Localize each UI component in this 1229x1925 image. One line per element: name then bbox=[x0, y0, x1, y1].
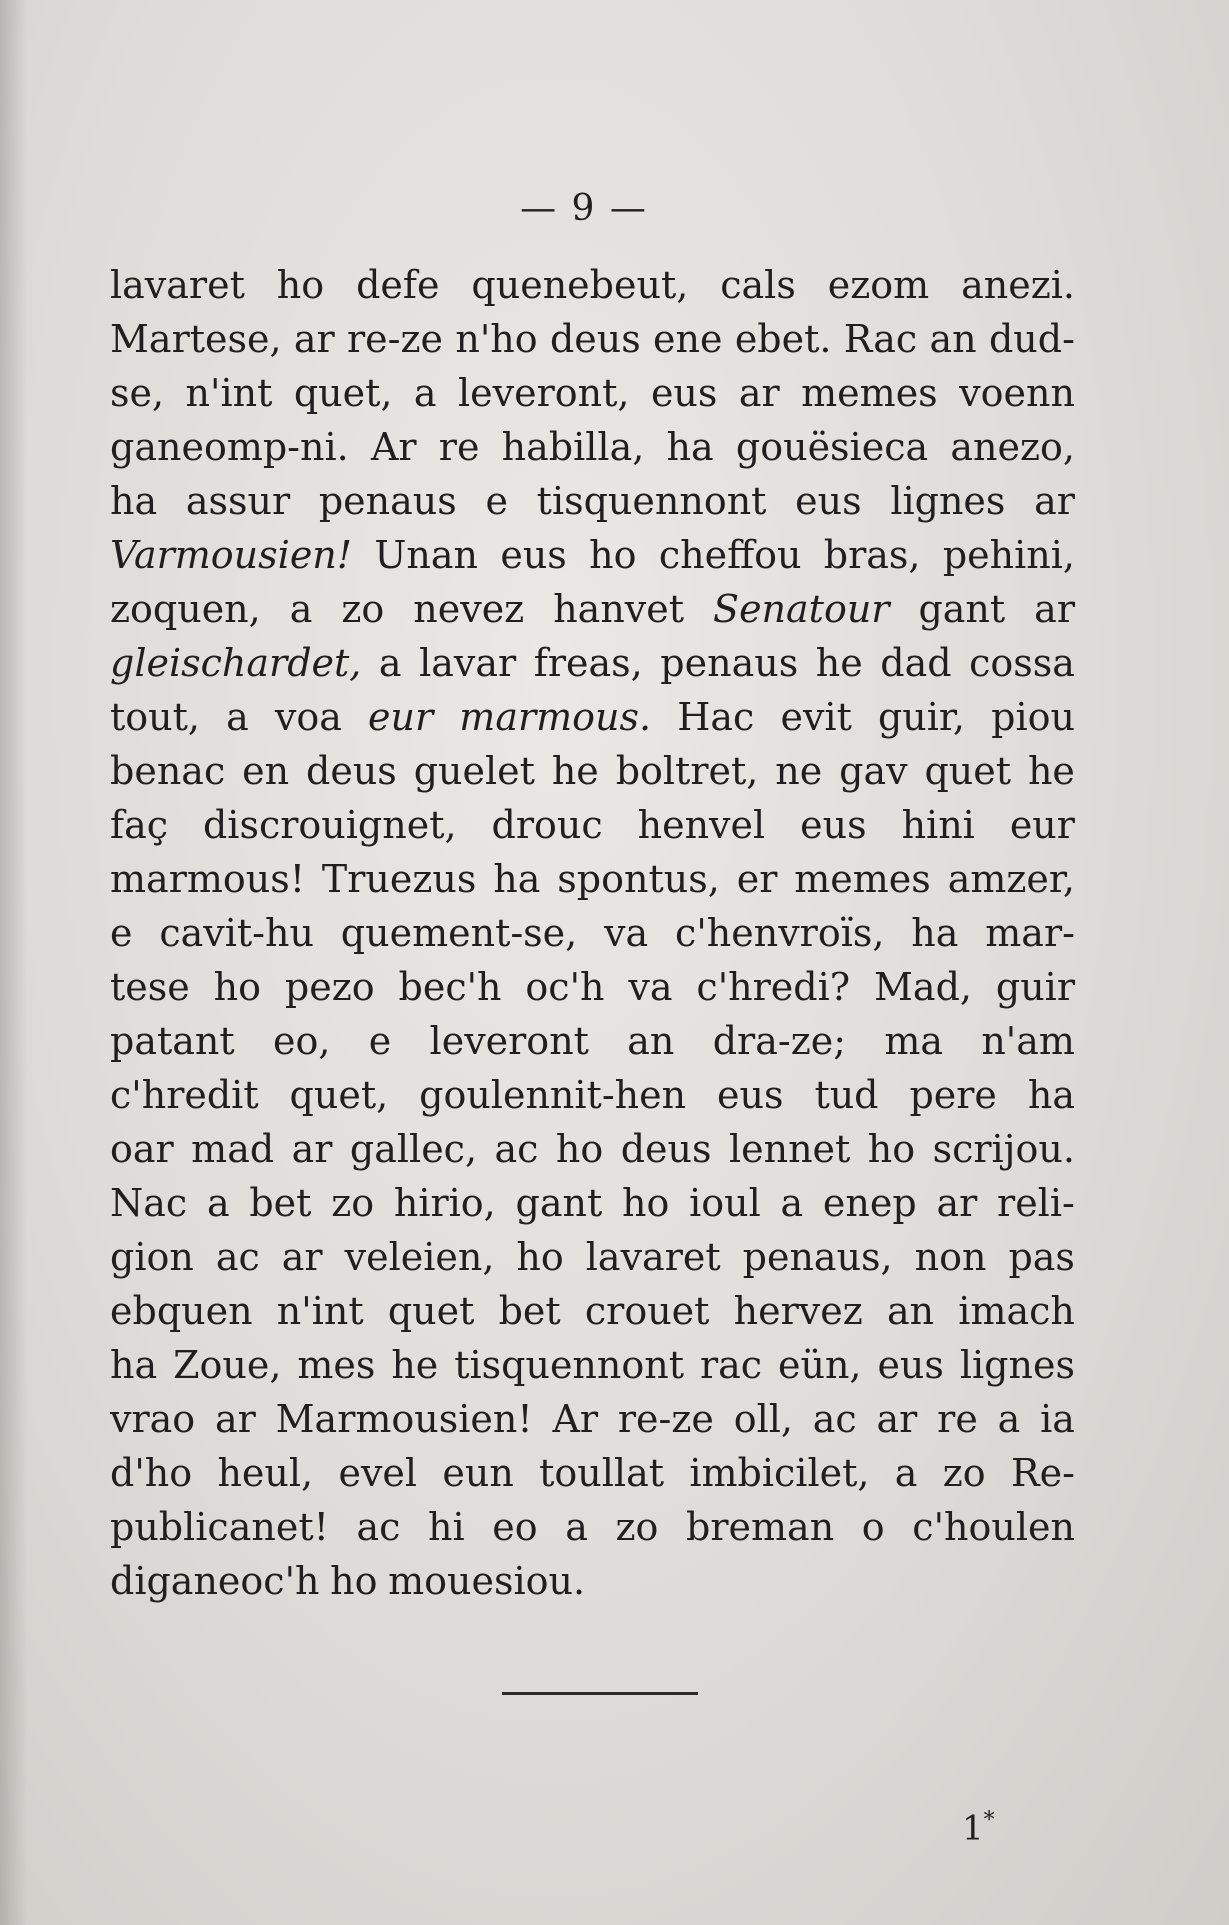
word: vrao bbox=[110, 1397, 196, 1441]
word: drouc bbox=[491, 803, 603, 847]
word: marmous. bbox=[459, 695, 652, 739]
word: ne bbox=[775, 749, 823, 793]
text-line bbox=[110, 474, 1075, 528]
word: bras, bbox=[823, 533, 921, 577]
word: n'int bbox=[276, 1289, 364, 1333]
word: ho bbox=[213, 965, 261, 1009]
word: leveront bbox=[429, 1019, 589, 1063]
word: veleien, bbox=[344, 1235, 495, 1279]
word: ar bbox=[738, 371, 780, 415]
word: lennet bbox=[728, 1127, 851, 1171]
word: ar bbox=[281, 1235, 323, 1279]
word: bet bbox=[498, 1289, 561, 1333]
word: ho bbox=[555, 1127, 604, 1171]
word: ac bbox=[356, 1505, 401, 1549]
word: gouësieca bbox=[735, 425, 929, 469]
word: ho bbox=[867, 1127, 916, 1171]
word: ioul bbox=[689, 1181, 761, 1225]
text-line bbox=[110, 1392, 1075, 1446]
word: n'am bbox=[981, 1019, 1075, 1063]
word: tisquennont bbox=[454, 1343, 684, 1387]
word: eo, bbox=[272, 1019, 331, 1063]
word: boltret, bbox=[615, 749, 759, 793]
body-text bbox=[110, 258, 1075, 1608]
text-line bbox=[110, 906, 1075, 960]
word: hini bbox=[901, 803, 975, 847]
word: patant bbox=[110, 1019, 235, 1063]
word: er bbox=[736, 857, 778, 901]
word: leveront, bbox=[458, 371, 630, 415]
text-line bbox=[110, 960, 1075, 1014]
text-line bbox=[110, 1176, 1075, 1230]
word: Marmousien! bbox=[275, 1397, 533, 1441]
word: ar bbox=[214, 1397, 256, 1441]
word: quet, bbox=[293, 371, 393, 415]
word: a bbox=[894, 1451, 918, 1495]
word: eün, bbox=[777, 1343, 862, 1387]
word: Hac bbox=[677, 695, 755, 739]
word: c'houlen bbox=[912, 1505, 1075, 1549]
word: rac bbox=[699, 1343, 763, 1387]
word: eun bbox=[442, 1451, 514, 1495]
word: ha bbox=[110, 1343, 158, 1387]
word: a bbox=[413, 371, 437, 415]
word: benac bbox=[110, 749, 226, 793]
word: assur bbox=[185, 479, 291, 523]
word: toullat bbox=[539, 1451, 665, 1495]
word: gav bbox=[839, 749, 908, 793]
word: non bbox=[914, 1235, 987, 1279]
text-line bbox=[110, 1122, 1075, 1176]
word: mouesiou. bbox=[388, 1559, 586, 1603]
word: hanvet bbox=[553, 587, 685, 631]
word: Mad, bbox=[874, 965, 972, 1009]
word: a bbox=[565, 1505, 588, 1549]
word: quet, bbox=[289, 1073, 389, 1117]
word: bec'h bbox=[398, 965, 502, 1009]
word: deus bbox=[549, 317, 641, 361]
word: Rac bbox=[843, 317, 918, 361]
word: oc'h bbox=[525, 965, 605, 1009]
word: Varmousien! bbox=[110, 533, 353, 577]
word: voenn bbox=[959, 371, 1075, 415]
text-line bbox=[110, 798, 1075, 852]
word: memes bbox=[801, 371, 938, 415]
word: tese bbox=[110, 965, 190, 1009]
word: va bbox=[604, 911, 649, 955]
word: ganeomp-ni. bbox=[110, 425, 349, 469]
word: ha bbox=[1027, 1073, 1075, 1117]
word: ho bbox=[589, 533, 637, 577]
word: bet bbox=[249, 1181, 312, 1225]
word: he bbox=[391, 1343, 439, 1387]
text-line bbox=[110, 744, 1075, 798]
text-line bbox=[110, 312, 1075, 366]
word: cheffou bbox=[658, 533, 802, 577]
word: Truezus bbox=[321, 857, 477, 901]
word: ar bbox=[1034, 587, 1075, 631]
word: zo bbox=[942, 1451, 986, 1495]
word: Ar bbox=[552, 1397, 599, 1441]
word: ebet. bbox=[734, 317, 832, 361]
word: he bbox=[551, 749, 599, 793]
word: an bbox=[929, 317, 977, 361]
end-rule bbox=[502, 1692, 698, 1695]
word: voa bbox=[274, 695, 342, 739]
word: marmous! bbox=[110, 857, 306, 901]
word: habilla, bbox=[501, 425, 645, 469]
word: he bbox=[1027, 749, 1075, 793]
word: gleischardet, bbox=[110, 641, 362, 685]
word: ebquen bbox=[110, 1289, 253, 1333]
text-line bbox=[110, 1284, 1075, 1338]
word: quet bbox=[387, 1289, 475, 1333]
word: mes bbox=[297, 1343, 376, 1387]
word: eo bbox=[492, 1505, 538, 1549]
word: deus bbox=[306, 749, 397, 793]
word: breman bbox=[686, 1505, 835, 1549]
word: se, bbox=[110, 371, 165, 415]
word: mar- bbox=[985, 911, 1075, 955]
word: enep bbox=[822, 1181, 917, 1225]
word: ha bbox=[493, 857, 541, 901]
text-line bbox=[110, 1446, 1075, 1500]
word: crouet bbox=[584, 1289, 710, 1333]
text-line bbox=[110, 582, 1075, 636]
word: ac bbox=[494, 1127, 539, 1171]
word: ene bbox=[653, 317, 723, 361]
word: a bbox=[780, 1181, 804, 1225]
word: reli- bbox=[997, 1181, 1075, 1225]
word: faç bbox=[110, 803, 169, 847]
word: ha bbox=[911, 911, 959, 955]
word: penaus bbox=[318, 479, 457, 523]
word: pere bbox=[909, 1073, 997, 1117]
word: quement-se, bbox=[340, 911, 578, 955]
word: dra-ze; bbox=[712, 1019, 846, 1063]
word: eur bbox=[1009, 803, 1075, 847]
word: oll, bbox=[733, 1397, 793, 1441]
word: deus bbox=[620, 1127, 712, 1171]
word: pas bbox=[1008, 1235, 1075, 1279]
word: re bbox=[438, 425, 480, 469]
text-line bbox=[110, 1338, 1075, 1392]
word: scrijou. bbox=[932, 1127, 1075, 1171]
word: quenebeut, bbox=[471, 263, 689, 307]
word: gallec, bbox=[349, 1127, 478, 1171]
word: tud bbox=[814, 1073, 879, 1117]
word: penaus, bbox=[742, 1235, 893, 1279]
word: Senatour bbox=[713, 587, 890, 631]
word: quet bbox=[924, 749, 1012, 793]
signature-mark bbox=[962, 1808, 995, 1848]
word: zo bbox=[615, 1505, 659, 1549]
word: c'hredi? bbox=[696, 965, 851, 1009]
word: pezo bbox=[284, 965, 375, 1009]
word: re-ze bbox=[347, 317, 444, 361]
word: discrouignet, bbox=[202, 803, 457, 847]
word: goulennit-hen bbox=[419, 1073, 687, 1117]
word: diganeoc'h bbox=[110, 1559, 320, 1603]
word: hirio, bbox=[393, 1181, 496, 1225]
word: a bbox=[206, 1181, 230, 1225]
word: heul, bbox=[217, 1451, 314, 1495]
word: Unan bbox=[374, 533, 479, 577]
word: a bbox=[289, 587, 313, 631]
word: cals bbox=[720, 263, 796, 307]
word: oar bbox=[110, 1127, 174, 1171]
word: eur bbox=[368, 695, 434, 739]
text-line bbox=[110, 636, 1075, 690]
word: eus bbox=[795, 479, 862, 523]
text-line bbox=[110, 1014, 1075, 1068]
word: Re- bbox=[1010, 1451, 1075, 1495]
word: spontus, bbox=[557, 857, 720, 901]
text-line bbox=[110, 528, 1075, 582]
word: ezom bbox=[827, 263, 930, 307]
word: re-ze bbox=[617, 1397, 714, 1441]
word: cavit-hu bbox=[159, 911, 314, 955]
word: ar bbox=[936, 1181, 978, 1225]
word: lignes bbox=[890, 479, 1006, 523]
word: Nac bbox=[110, 1181, 188, 1225]
text-line bbox=[110, 1068, 1075, 1122]
word: gion bbox=[110, 1235, 194, 1279]
word: Martese, bbox=[110, 317, 282, 361]
text-line bbox=[110, 258, 1075, 312]
text-line bbox=[110, 690, 1075, 744]
text-line bbox=[110, 1554, 1075, 1608]
word: publicanet! bbox=[110, 1505, 329, 1549]
word: imbicilet, bbox=[689, 1451, 870, 1495]
word: anezo, bbox=[950, 425, 1075, 469]
word: henvel bbox=[637, 803, 766, 847]
word: zoquen, bbox=[110, 587, 261, 631]
word: ar bbox=[291, 1127, 333, 1171]
word: ac bbox=[215, 1235, 260, 1279]
word: defe bbox=[356, 263, 440, 307]
word: nevez bbox=[413, 587, 525, 631]
word: evit bbox=[780, 695, 852, 739]
text-line bbox=[110, 1230, 1075, 1284]
word: eus bbox=[717, 1073, 784, 1117]
word: d'ho bbox=[110, 1451, 193, 1495]
word: e bbox=[485, 479, 508, 523]
word: lavaret bbox=[585, 1235, 721, 1279]
text-line bbox=[110, 852, 1075, 906]
word: cossa bbox=[969, 641, 1075, 685]
word: Ar bbox=[370, 425, 417, 469]
word: hervez bbox=[733, 1289, 863, 1333]
word: e bbox=[110, 911, 133, 955]
word: e bbox=[368, 1019, 392, 1063]
word: imach bbox=[958, 1289, 1075, 1333]
word: gant bbox=[515, 1181, 603, 1225]
word: tisquennont bbox=[536, 479, 767, 523]
word: hi bbox=[428, 1505, 465, 1549]
word: guir bbox=[995, 965, 1075, 1009]
word: lignes bbox=[959, 1343, 1075, 1387]
word: o bbox=[861, 1505, 885, 1549]
word: ma bbox=[884, 1019, 944, 1063]
page-number: — 9 — bbox=[520, 188, 648, 229]
word: memes bbox=[794, 857, 931, 901]
page-edge-shadow bbox=[0, 0, 28, 1925]
word: guelet bbox=[413, 749, 535, 793]
word: an bbox=[627, 1019, 675, 1063]
word: ho bbox=[621, 1181, 670, 1225]
word: zo bbox=[331, 1181, 375, 1225]
word: eus bbox=[500, 533, 567, 577]
word: ar bbox=[293, 317, 335, 361]
word: ho bbox=[330, 1559, 378, 1603]
word: Zoue, bbox=[173, 1343, 282, 1387]
text-line bbox=[110, 366, 1075, 420]
word: guir, bbox=[877, 695, 965, 739]
word: pehini, bbox=[942, 533, 1075, 577]
text-line bbox=[110, 420, 1075, 474]
word: re bbox=[937, 1397, 978, 1441]
word: ar bbox=[876, 1397, 918, 1441]
word: mad bbox=[191, 1127, 275, 1171]
word: evel bbox=[338, 1451, 418, 1495]
word: freas, bbox=[533, 641, 643, 685]
word: ar bbox=[1034, 479, 1075, 523]
word: eus bbox=[650, 371, 718, 415]
word: eus bbox=[877, 1343, 944, 1387]
word: dad bbox=[880, 641, 952, 685]
word: he bbox=[815, 641, 863, 685]
word: ia bbox=[1040, 1397, 1075, 1441]
word: lavar bbox=[419, 641, 517, 685]
word: lavaret bbox=[110, 263, 245, 307]
text-line bbox=[110, 1500, 1075, 1554]
word: va bbox=[628, 965, 673, 1009]
word: gant bbox=[918, 587, 1006, 631]
word: a bbox=[378, 641, 402, 685]
word: an bbox=[886, 1289, 935, 1333]
word: dud- bbox=[988, 317, 1075, 361]
word: en bbox=[242, 749, 290, 793]
word: a bbox=[226, 695, 249, 739]
word: a bbox=[997, 1397, 1021, 1441]
word: piou bbox=[991, 695, 1075, 739]
word: penaus bbox=[660, 641, 799, 685]
signature-star: * bbox=[983, 1808, 995, 1833]
word: c'hredit bbox=[110, 1073, 259, 1117]
word: c'henvroïs, bbox=[675, 911, 885, 955]
word: ho bbox=[276, 263, 325, 307]
word: tout, bbox=[110, 695, 200, 739]
word: eus bbox=[800, 803, 867, 847]
word: ac bbox=[812, 1397, 857, 1441]
word: ho bbox=[516, 1235, 564, 1279]
word: ha bbox=[110, 479, 158, 523]
word: amzer, bbox=[947, 857, 1075, 901]
word: anezi. bbox=[961, 263, 1075, 307]
word: n'int bbox=[185, 371, 273, 415]
word: ha bbox=[666, 425, 714, 469]
signature-number: 1 bbox=[962, 1808, 984, 1849]
word: n'ho bbox=[455, 317, 538, 361]
word: zo bbox=[341, 587, 385, 631]
